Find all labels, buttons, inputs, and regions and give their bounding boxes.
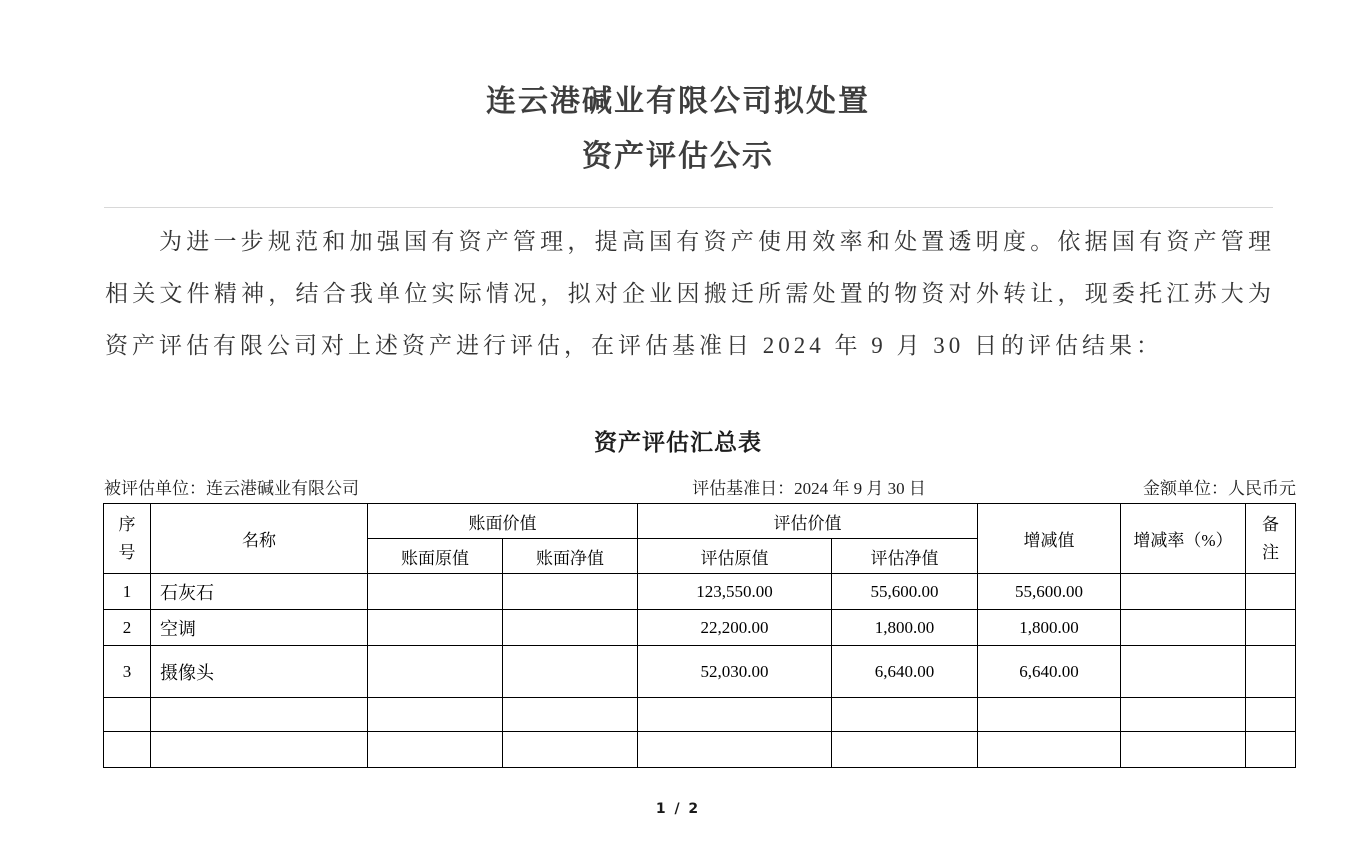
header-change-rate: 增减率（%） <box>1121 504 1246 574</box>
cell-book-net <box>503 698 638 732</box>
cell-appraisal-net: 55,600.00 <box>832 574 978 610</box>
cell-remark <box>1246 732 1296 768</box>
cell-remark <box>1246 646 1296 698</box>
horizontal-divider <box>104 207 1273 208</box>
body-paragraph: 为进一步规范和加强国有资产管理，提高国有资产使用效率和处置透明度。依据国有资产管理相关文件精神，结合我单位实际情况，拟对企业因搬迁所需处置的物资对外转让，现委托江苏大为资产评估有限公司对上述资产进行评估，在评估基准日 2024 年 9 月 30 日的评估结果： <box>105 229 1275 358</box>
cell-seq: 2 <box>104 610 151 646</box>
cell-change-value: 1,800.00 <box>978 610 1121 646</box>
cell-appraisal-net: 1,800.00 <box>832 610 978 646</box>
currency-unit-label: 金额单位：人民币元 <box>1143 479 1296 498</box>
cell-change-rate <box>1121 732 1246 768</box>
cell-appraisal-net <box>832 698 978 732</box>
cell-name <box>151 698 368 732</box>
cell-appraisal-original <box>638 732 832 768</box>
cell-book-original <box>368 698 503 732</box>
document-title-line1: 连云港碱业有限公司拟处置 <box>486 85 870 118</box>
cell-change-value: 55,600.00 <box>978 574 1121 610</box>
cell-name: 石灰石 <box>151 574 368 610</box>
header-book-value-group: 账面价值 <box>368 504 638 539</box>
cell-change-value <box>978 732 1121 768</box>
cell-change-rate <box>1121 646 1246 698</box>
cell-change-value: 6,640.00 <box>978 646 1121 698</box>
cell-change-rate <box>1121 610 1246 646</box>
cell-appraisal-original: 52,030.00 <box>638 646 832 698</box>
cell-appraisal-net: 6,640.00 <box>832 646 978 698</box>
cell-book-original <box>368 574 503 610</box>
valuation-base-date-label: 评估基准日：2024 年 9 月 30 日 <box>692 479 926 498</box>
header-appraisal-original: 评估原值 <box>638 539 832 574</box>
table-row <box>104 732 1296 768</box>
cell-name: 空调 <box>151 610 368 646</box>
table-row <box>104 698 1296 732</box>
cell-change-rate <box>1121 698 1246 732</box>
cell-appraisal-original: 22,200.00 <box>638 610 832 646</box>
header-book-net: 账面净值 <box>503 539 638 574</box>
cell-appraisal-net <box>832 732 978 768</box>
cell-seq: 1 <box>104 574 151 610</box>
cell-book-original <box>368 732 503 768</box>
cell-book-net <box>503 574 638 610</box>
header-appraisal-net: 评估净值 <box>832 539 978 574</box>
header-appraisal-group: 评估价值 <box>638 504 978 539</box>
summary-table-title: 资产评估汇总表 <box>594 430 762 455</box>
document-title-line2: 资产评估公示 <box>582 140 774 173</box>
cell-name <box>151 732 368 768</box>
header-name: 名称 <box>151 504 368 574</box>
evaluated-unit-label: 被评估单位：连云港碱业有限公司 <box>104 479 359 498</box>
cell-remark <box>1246 610 1296 646</box>
cell-book-original <box>368 610 503 646</box>
cell-seq <box>104 732 151 768</box>
cell-seq <box>104 698 151 732</box>
header-row-1 <box>104 504 1296 539</box>
cell-remark <box>1246 574 1296 610</box>
cell-change-rate <box>1121 574 1246 610</box>
cell-remark <box>1246 698 1296 732</box>
header-remark <box>1246 504 1296 574</box>
header-seq-label: 序号 <box>118 514 136 562</box>
table-row <box>104 610 1296 646</box>
header-book-original: 账面原值 <box>368 539 503 574</box>
cell-appraisal-original: 123,550.00 <box>638 574 832 610</box>
header-remark-label: 备注 <box>1262 514 1279 562</box>
cell-book-original <box>368 646 503 698</box>
asset-appraisal-summary-table <box>103 503 1296 768</box>
cell-book-net <box>503 732 638 768</box>
cell-book-net <box>503 646 638 698</box>
cell-book-net <box>503 610 638 646</box>
cell-name: 摄像头 <box>151 646 368 698</box>
cell-appraisal-original <box>638 698 832 732</box>
header-seq <box>104 504 151 574</box>
cell-seq: 3 <box>104 646 151 698</box>
page-indicator: 1 / 2 <box>655 801 701 817</box>
table-row <box>104 646 1296 698</box>
header-change-value: 增减值 <box>978 504 1121 574</box>
table-meta-row <box>104 474 1296 499</box>
cell-change-value <box>978 698 1121 732</box>
table-row <box>104 574 1296 610</box>
